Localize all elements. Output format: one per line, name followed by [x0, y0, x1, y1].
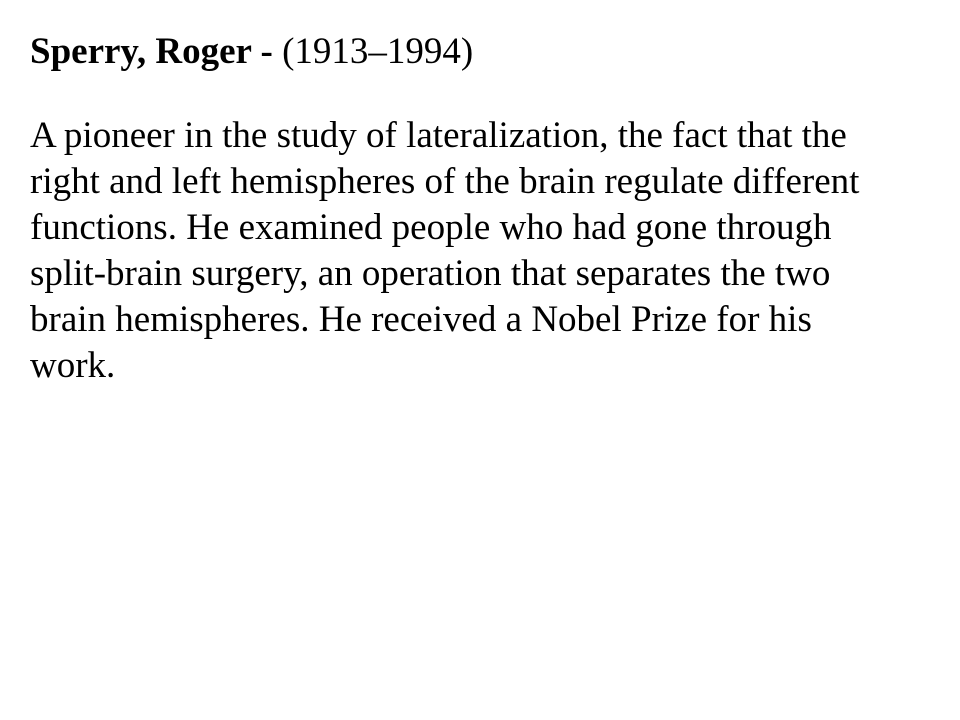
slide-content [30, 28, 900, 389]
entry-description: A pioneer in the study of lateralization, the fact that the right and left hemispheres of the brain regulate different functions. He examined people who had gone through split-brain surgery, an operation that separates the two brain hemispheres. He received a Nobel Prize for his work. [30, 115, 860, 386]
life-dates: (1913–1994) [282, 31, 474, 72]
person-name: Sperry, Roger - [30, 31, 283, 72]
entry-heading [30, 28, 900, 76]
